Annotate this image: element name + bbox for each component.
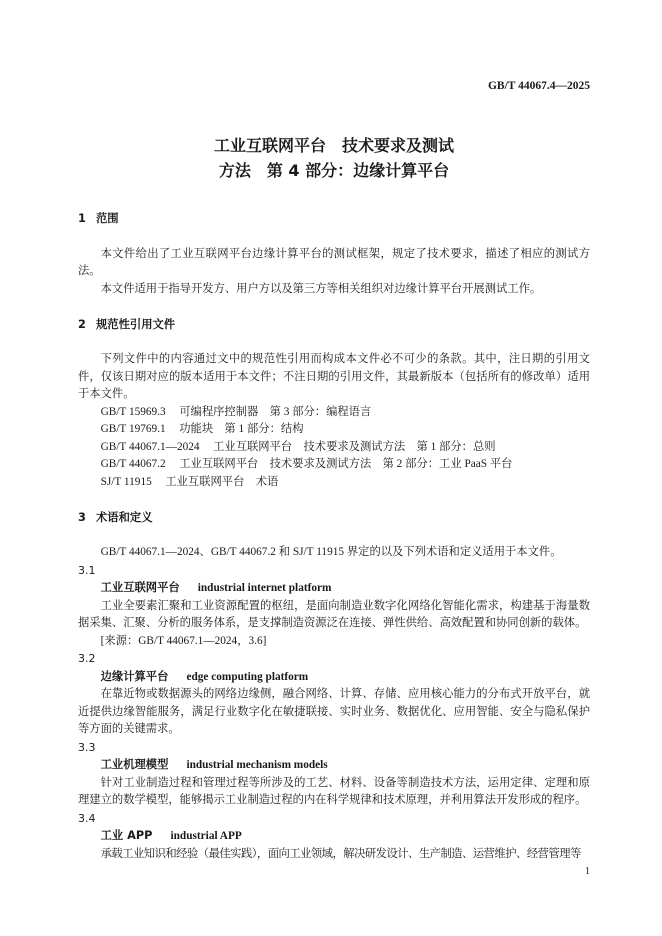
term-line	[78, 827, 590, 846]
term-chinese: 工业机理模型	[100, 758, 169, 771]
reference-list	[78, 404, 590, 492]
term-chinese: 工业 APP	[100, 829, 153, 842]
reference-title: 可编程序控制器 第 3 部分：编程语言	[179, 405, 372, 418]
section-number: 1	[78, 212, 86, 225]
term-definition: 在靠近物或数据源头的网络边缘侧，融合网络、计算、存储、应用核心能力的分布式开放平台，就近提供边缘智能服务，满足行业数字化在敏捷联接、实时业务、数据优化、应用智能、安全与隐私保护等方面的关键需求。	[78, 688, 590, 735]
reference-code: SJ/T 11915	[100, 475, 152, 488]
section-number: 2	[78, 317, 86, 331]
reference-item	[78, 404, 590, 422]
term-chinese: 边缘计算平台	[100, 669, 169, 683]
reference-title: 功能块 第 1 部分：结构	[179, 423, 304, 435]
section-title: 术语和定义	[96, 510, 153, 524]
term-entry	[78, 650, 590, 739]
standard-code: GB/T 44067.4—2025	[487, 80, 590, 92]
reference-title: 工业互联网平台 技术要求及测试方法 第 2 部分：工业 PaaS 平台	[179, 458, 513, 470]
paragraph: 下列文件中的内容通过文中的规范性引用而构成本文件必不可少的条款。其中，注日期的引用文件，仅该日期对应的版本适用于本文件；不注日期的引用文件，其最新版本（包括所有的修改单）适用于本文件。	[78, 353, 590, 400]
paragraph: GB/T 44067.1—2024、GB/T 44067.2 和 SJ/T 11915 界定的以及下列术语和定义适用于本文件。	[100, 546, 562, 558]
document-title	[78, 133, 590, 183]
section-normative-references	[78, 316, 590, 492]
paragraph: 本文件给出了工业互联网平台边缘计算平台的测试框架，规定了技术要求，描述了相应的测试方法。	[78, 247, 590, 277]
term-entry	[78, 562, 590, 651]
reference-code: GB/T 19769.1	[100, 423, 166, 435]
term-number: 3.1	[78, 563, 96, 577]
term-definition: 承载工业知识和经验（最佳实践），面向工业领域，解决研发设计、生产制造、运营维护、经营管理等	[100, 847, 581, 860]
reference-title: 工业互联网平台 技术要求及测试方法 第 1 部分：总则	[213, 440, 496, 453]
term-chinese: 工业互联网平台	[100, 581, 180, 594]
term-line	[78, 579, 590, 598]
document-body	[78, 210, 590, 863]
section-heading	[78, 210, 590, 228]
reference-code: GB/T 15969.3	[100, 405, 166, 418]
term-english: industrial mechanism models	[186, 759, 328, 771]
reference-code: GB/T 44067.2	[100, 458, 166, 470]
term-number: 3.4	[78, 811, 96, 825]
term-english: edge computing platform	[186, 670, 309, 683]
title-line-1: 工业互联网平台 技术要求及测试	[213, 136, 454, 155]
page-number: 1	[585, 866, 590, 877]
reference-item	[78, 456, 590, 474]
section-number: 3	[78, 510, 86, 524]
term-entry	[78, 739, 590, 810]
section-heading	[78, 316, 590, 334]
term-entry	[78, 810, 590, 864]
reference-item	[78, 439, 590, 457]
title-line-2: 方法 第 4 部分：边缘计算平台	[218, 161, 450, 180]
section-terms-and-definitions	[78, 509, 590, 864]
reference-code: GB/T 44067.1—2024	[100, 440, 200, 453]
term-english: industrial APP	[170, 830, 242, 842]
term-source: [来源：GB/T 44067.1—2024，3.6]	[100, 634, 267, 647]
section-title: 规范性引用文件	[96, 317, 176, 331]
section-title: 范围	[96, 212, 119, 225]
term-english: industrial internet platform	[197, 582, 332, 594]
term-definition: 针对工业制造过程和管理过程等所涉及的工艺、材料、设备等制造技术方法，运用定律、定理和原理建立的数学模型，能够揭示工业制造过程的内在科学规律和技术原理，并利用算法开发形成的程序。	[78, 776, 590, 806]
term-number: 3.3	[78, 740, 96, 754]
paragraph: 本文件适用于指导开发方、用户方以及第三方等相关组织对边缘计算平台开展测试工作。	[100, 282, 542, 295]
section-scope	[78, 210, 590, 298]
reference-title: 工业互联网平台 术语	[165, 475, 279, 488]
term-number: 3.2	[78, 652, 96, 665]
term-line	[78, 668, 590, 687]
reference-item	[78, 474, 590, 492]
term-definition: 工业全要素汇聚和工业资源配置的枢纽，是面向制造业数字化网络化智能化需求，构建基于海量数据采集、汇聚、分析的服务体系，是支撑制造资源泛在连接、弹性供给、高效配置和协同创新的载体。	[78, 599, 590, 629]
term-line	[78, 756, 590, 775]
section-heading	[78, 509, 590, 527]
reference-item	[78, 421, 590, 439]
